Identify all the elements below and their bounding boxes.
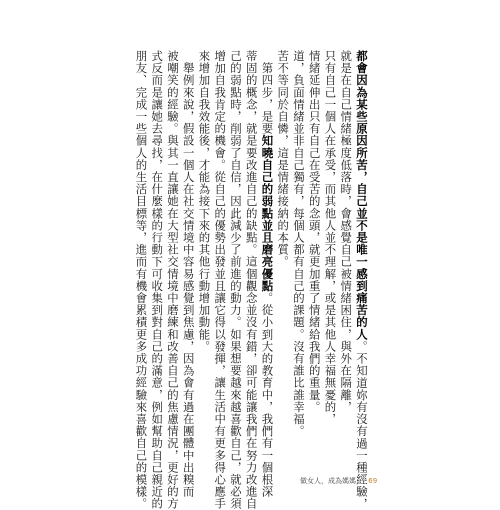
body-text: 舉例來說，假設一個人在社交情境中容易感覺到焦慮，因為會有過在團體中出糗而 bbox=[181, 50, 196, 498]
body-text: 增加自我肯定的機會。從自己的優勢出發並且讓它得以發揮，讓生活中有更多得心應手 bbox=[213, 50, 228, 510]
text-column bbox=[181, 50, 196, 498]
body-text: 己的弱點時，削弱了自信，因此減少了前進的動力。如果想要越來越喜歡自己，就必須 bbox=[229, 50, 243, 510]
text-column bbox=[150, 50, 165, 510]
body-text: 苦不等同於自憐，這是情緒接納的本質。 bbox=[276, 50, 291, 268]
body-text: 來增加自我效能後，才能為接下來的其他行動增加動能。 bbox=[197, 50, 212, 353]
body-text: 。不知道妳有沒有過一種經驗， bbox=[355, 340, 369, 510]
emphasis-text: 自己並不是唯一感到痛苦的人 bbox=[355, 183, 369, 341]
body-text: 朋友、完成一些個人的生活目標等，進而有機會累積更多成功經驗來喜歡自己的模樣。 bbox=[134, 50, 149, 510]
text-column bbox=[308, 50, 321, 434]
page-number: 69 bbox=[368, 477, 378, 485]
body-text: 情緒延伸出只有自己在受苦的念頭，就更加重了情緒給我們的重量。 bbox=[307, 50, 322, 413]
running-title: 做女人，成為媽媽 bbox=[300, 477, 356, 485]
text-column bbox=[166, 50, 180, 510]
body-text: 。從小到大的教育中，我們有一個根深 bbox=[260, 292, 275, 498]
emphasis-text: 知曉自己的弱點並且磨亮優點 bbox=[260, 134, 275, 293]
text-column bbox=[277, 50, 290, 434]
text-column bbox=[229, 50, 243, 510]
emphasis-text: 都會因為某些原因所苦， bbox=[355, 50, 369, 184]
body-text: 道，負面情緒並非自己獨有，每個人都有自己的課題。沒有誰比誰幸福。 bbox=[292, 50, 306, 438]
text-column bbox=[260, 50, 275, 498]
text-column bbox=[355, 50, 369, 510]
text-column bbox=[292, 50, 306, 438]
body-text: 只有自己一個人在承受，而其他人並不理解，或是其他人幸福無憂的， bbox=[323, 50, 338, 426]
body-text: 式反而是讓她去尋找，在什麼樣的行動下可收集到對自己的滿意，例如幫助自己親近的 bbox=[150, 50, 165, 510]
text-column bbox=[324, 50, 337, 434]
body-text: 就是在自己情緒極度低落時，會感覺自己被情緒困住，與外在隔離， bbox=[339, 50, 354, 413]
text-column bbox=[134, 50, 149, 510]
body-text: 第四步，是要 bbox=[260, 50, 275, 135]
body-text: 蒂固的概念，就是要改進自己的缺點。這個觀念並沒有錯，卻可能讓我們在努力改進自 bbox=[244, 50, 259, 510]
text-column bbox=[213, 50, 228, 510]
text-column bbox=[340, 50, 353, 434]
body-text: 被嘲笑的經驗。與其一直讓她在大型社交情境中磨練和改善自己的焦慮情況，更好的方 bbox=[166, 50, 180, 510]
page-footer bbox=[300, 476, 377, 486]
text-column bbox=[244, 50, 259, 510]
text-column bbox=[198, 50, 211, 434]
